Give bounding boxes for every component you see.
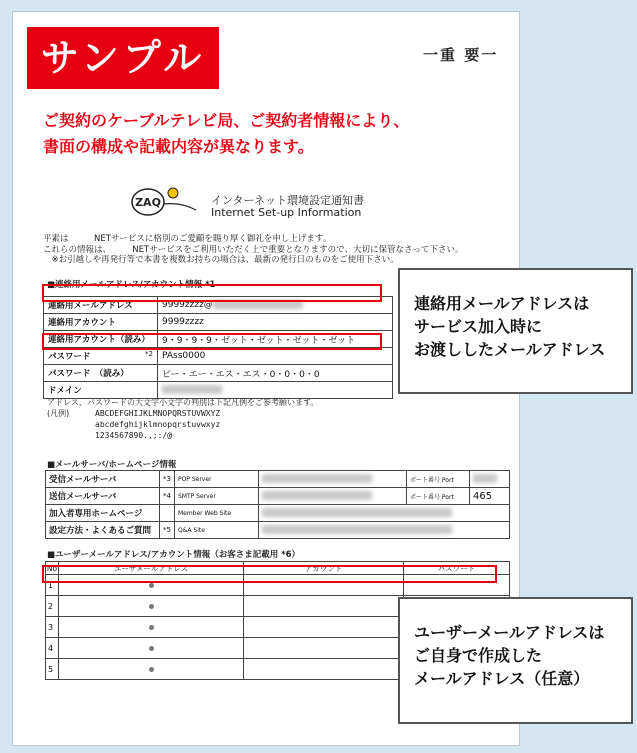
notice-text <box>43 108 409 160</box>
server-label: POP Server <box>174 471 258 488</box>
table-row <box>44 365 393 382</box>
redacted-url <box>262 508 452 517</box>
row-mark: *3 <box>160 471 175 488</box>
example-uppercase: ABCDEFGHIJKLMNOPQRSTUVWXYZ <box>95 409 221 418</box>
row-key: 受信メールサーバ <box>46 471 160 488</box>
case-note-text: アドレス、パスワードの大文字小文字の判別は下記凡例をご参考願います。 <box>47 398 319 407</box>
callout-line: メールアドレス（任意） <box>414 669 590 688</box>
port-label: ポート番号 Port <box>407 471 470 488</box>
port-label: ポート番号 Port <box>407 488 470 505</box>
highlight-contact-email <box>42 284 382 302</box>
table-row <box>44 314 393 331</box>
notice-line-1: ご契約のケーブルテレビ局、ご契約者情報により、 <box>43 111 410 130</box>
contact-email-value: 9999zzzz@ <box>162 300 213 310</box>
table-row <box>44 382 393 399</box>
table-row <box>46 522 510 539</box>
user-account-cell[interactable] <box>244 638 404 659</box>
intro-text <box>43 234 464 266</box>
row-number: 3 <box>46 617 59 638</box>
logo-text: ZAQ <box>135 196 161 209</box>
bullet-icon <box>149 667 154 672</box>
doc-title-ja: インターネット環境設定通知書 <box>211 194 365 207</box>
callout-line: 連絡用メールアドレスは <box>414 294 590 313</box>
server-value <box>258 522 509 539</box>
header-account: アカウント <box>244 562 404 575</box>
password-mark: *2 <box>145 350 153 358</box>
highlight-password <box>42 333 382 350</box>
header-user-email: ユーザメールアドレス <box>59 562 244 575</box>
redacted-url <box>262 525 452 534</box>
row-value: PAss0000 <box>158 348 393 365</box>
row-key: 連絡用アカウント <box>44 314 158 331</box>
server-label: Member Web Site <box>174 505 258 522</box>
notice-line-2: 書面の構成や記載内容が異なります。 <box>43 137 314 156</box>
row-value: ピー・エー・エス・エス・0・0・0・0 <box>158 365 393 382</box>
row-number: 2 <box>46 596 59 617</box>
redacted-server <box>262 491 372 500</box>
server-label: Q&A Site <box>174 522 258 539</box>
server-label: SMTP Server <box>174 488 258 505</box>
bullet-icon <box>149 625 154 630</box>
callout-user-email <box>398 597 633 724</box>
bullet-icon <box>149 604 154 609</box>
row-mark: *4 <box>160 488 175 505</box>
intro-line: これらの情報は、 NETサービスをご利用いただく上で重要となりますので、大切に保管なさって下さい。 <box>43 244 464 255</box>
callout-line: お渡ししたメールアドレス <box>414 340 606 359</box>
callout-line: サービス加入時に <box>414 317 543 336</box>
callout-line: ユーザーメールアドレスは <box>414 623 605 642</box>
port-value: 465 <box>470 488 510 505</box>
user-email-cell[interactable] <box>59 617 244 638</box>
example-digits: 1234567890.,;:/@ <box>95 431 173 440</box>
callout-contact-email <box>398 268 633 394</box>
redacted-port <box>473 474 497 483</box>
row-key <box>44 348 158 365</box>
sample-badge: サンプル <box>27 27 219 89</box>
user-account-cell[interactable] <box>244 659 404 680</box>
row-number: 1 <box>46 575 59 596</box>
row-key: パスワード （読み） <box>44 365 158 382</box>
row-value <box>158 382 393 399</box>
row-key: 送信メールサーバ <box>46 488 160 505</box>
row-value: 9・9・9・9・ゼット・ゼット・ゼット・ゼット <box>158 331 393 348</box>
port-value <box>470 471 510 488</box>
server-value <box>258 488 406 505</box>
section-user-heading: ■ユーザーメールアドレス/アカウント情報（お客さま記載用 *6） <box>47 550 301 560</box>
row-key: 設定方法・よくあるご質問 <box>46 522 160 539</box>
redacted-server <box>262 474 372 483</box>
row-number: 4 <box>46 638 59 659</box>
callout-line: ご自身で作成した <box>414 646 543 665</box>
table-row <box>44 348 393 365</box>
example-label: (凡例) <box>47 409 70 418</box>
zaq-logo-icon <box>126 180 200 224</box>
important-label: 一重 要一 <box>423 46 499 64</box>
bullet-icon <box>149 646 154 651</box>
row-value: 9999zzzz <box>158 314 393 331</box>
user-account-cell[interactable] <box>244 596 404 617</box>
row-mark: *5 <box>160 522 175 539</box>
highlight-user-row-1 <box>42 565 497 583</box>
server-value <box>258 505 509 522</box>
row-mark <box>160 505 175 522</box>
doc-title-en: Internet Set-up Information <box>211 206 362 219</box>
server-table <box>45 470 510 539</box>
header-no: No <box>46 563 58 573</box>
row-number: 5 <box>46 659 59 680</box>
server-value <box>258 471 406 488</box>
table-row <box>46 471 510 488</box>
section-server-heading: ■メールサーバ/ホームページ情報 <box>47 460 177 470</box>
redacted-domain <box>162 385 222 394</box>
header-password: パスワード <box>404 562 510 575</box>
example-characters <box>95 408 220 441</box>
section-account-heading: ■連絡用メールアドレス/アカウント情報 *1 <box>47 280 216 290</box>
user-account-cell[interactable] <box>244 617 404 638</box>
row-key: ドメイン <box>44 382 158 399</box>
row-key: 連絡用アカウント（読み） <box>44 331 158 348</box>
password-key: パスワード <box>48 352 91 362</box>
user-email-cell[interactable] <box>59 638 244 659</box>
intro-line: 平素は NETサービスに格別のご愛顧を賜り厚く御礼を申し上げます。 <box>43 234 332 244</box>
example-lowercase: abcdefghijklmnopqrstuvwxyz <box>95 420 221 429</box>
intro-line: ※お引越しや再発行等で本書を複数お持ちの場合は、最新の発行日のものをご使用下さい。 <box>43 255 399 265</box>
user-email-cell[interactable] <box>59 659 244 680</box>
table-row <box>46 505 510 522</box>
row-key: 連絡用メールアドレス <box>44 297 158 314</box>
user-email-cell[interactable] <box>59 596 244 617</box>
table-row <box>46 488 510 505</box>
bullet-icon <box>149 583 154 588</box>
row-key: 加入者専用ホームページ <box>46 505 160 522</box>
